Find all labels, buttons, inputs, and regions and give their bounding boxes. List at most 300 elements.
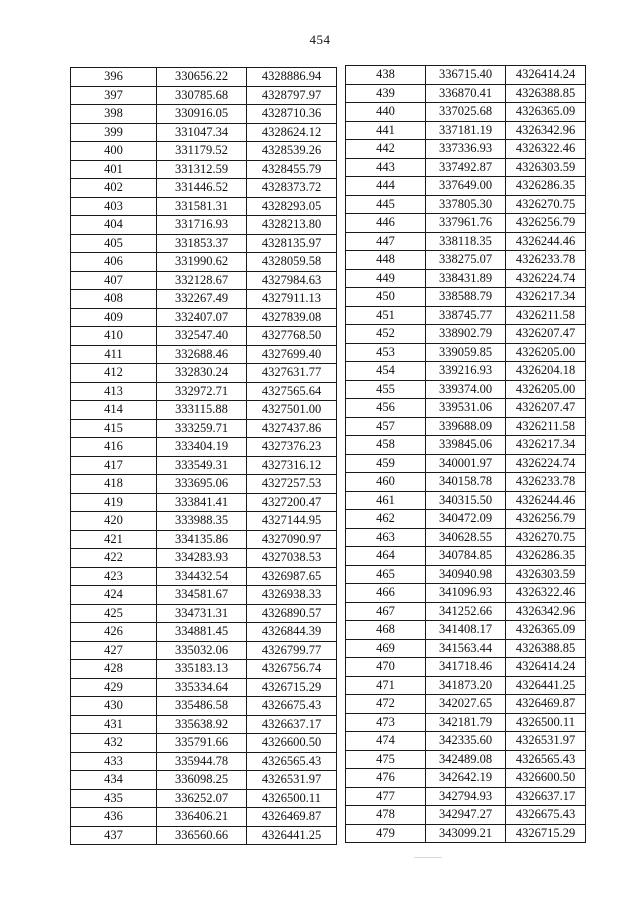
point-number-cell: 404 [71, 216, 157, 235]
y-coordinate-cell: 4327316.12 [247, 456, 337, 475]
point-number-cell: 457 [346, 417, 426, 436]
x-coordinate-cell: 337025.68 [426, 103, 506, 122]
point-number-cell: 458 [346, 436, 426, 455]
x-coordinate-cell: 335486.58 [157, 697, 247, 716]
x-coordinate-cell: 335791.66 [157, 734, 247, 753]
table-row [346, 362, 586, 381]
table-row [71, 604, 337, 623]
table-row [71, 623, 337, 642]
point-number-cell: 407 [71, 271, 157, 290]
table-row [346, 399, 586, 418]
table-row [71, 752, 337, 771]
table-row [71, 253, 337, 272]
point-number-cell: 472 [346, 695, 426, 714]
table-row [71, 364, 337, 383]
x-coordinate-cell: 340001.97 [426, 454, 506, 473]
point-number-cell: 444 [346, 177, 426, 196]
x-coordinate-cell: 332688.46 [157, 345, 247, 364]
table-row [346, 824, 586, 843]
table-row [71, 142, 337, 161]
y-coordinate-cell: 4326211.58 [506, 417, 586, 436]
x-coordinate-cell: 330656.22 [157, 68, 247, 87]
y-coordinate-cell: 4327631.77 [247, 364, 337, 383]
y-coordinate-cell: 4326205.00 [506, 343, 586, 362]
x-coordinate-cell: 342027.65 [426, 695, 506, 714]
y-coordinate-cell: 4327038.53 [247, 549, 337, 568]
table-row [346, 584, 586, 603]
point-number-cell: 452 [346, 325, 426, 344]
y-coordinate-cell: 4327984.63 [247, 271, 337, 290]
table-row [71, 512, 337, 531]
x-coordinate-cell: 335638.92 [157, 715, 247, 734]
point-number-cell: 453 [346, 343, 426, 362]
table-row [346, 713, 586, 732]
point-number-cell: 466 [346, 584, 426, 603]
x-coordinate-cell: 332128.67 [157, 271, 247, 290]
point-number-cell: 431 [71, 715, 157, 734]
x-coordinate-cell: 333259.71 [157, 419, 247, 438]
point-number-cell: 422 [71, 549, 157, 568]
point-number-cell: 438 [346, 66, 426, 85]
y-coordinate-cell: 4326256.79 [506, 214, 586, 233]
y-coordinate-cell: 4326244.46 [506, 491, 586, 510]
point-number-cell: 471 [346, 676, 426, 695]
point-number-cell: 456 [346, 399, 426, 418]
table-row [346, 621, 586, 640]
y-coordinate-cell: 4326205.00 [506, 380, 586, 399]
point-number-cell: 451 [346, 306, 426, 325]
point-number-cell: 473 [346, 713, 426, 732]
x-coordinate-cell: 333695.06 [157, 475, 247, 494]
point-number-cell: 430 [71, 697, 157, 716]
x-coordinate-cell: 342794.93 [426, 787, 506, 806]
x-coordinate-cell: 340940.98 [426, 565, 506, 584]
scan-artifact-line [414, 857, 442, 858]
x-coordinate-cell: 338902.79 [426, 325, 506, 344]
table-row [71, 160, 337, 179]
x-coordinate-cell: 333549.31 [157, 456, 247, 475]
y-coordinate-cell: 4326256.79 [506, 510, 586, 529]
table-row [71, 179, 337, 198]
table-row [346, 547, 586, 566]
point-number-cell: 468 [346, 621, 426, 640]
x-coordinate-cell: 337805.30 [426, 195, 506, 214]
y-coordinate-cell: 4326303.59 [506, 565, 586, 584]
point-number-cell: 435 [71, 789, 157, 808]
y-coordinate-cell: 4326756.74 [247, 660, 337, 679]
x-coordinate-cell: 341408.17 [426, 621, 506, 640]
point-number-cell: 448 [346, 251, 426, 270]
y-coordinate-cell: 4328135.97 [247, 234, 337, 253]
table-row [346, 103, 586, 122]
y-coordinate-cell: 4328293.05 [247, 197, 337, 216]
y-coordinate-cell: 4326441.25 [247, 826, 337, 845]
y-coordinate-cell: 4326388.85 [506, 84, 586, 103]
y-coordinate-cell: 4326211.58 [506, 306, 586, 325]
x-coordinate-cell: 333404.19 [157, 438, 247, 457]
x-coordinate-cell: 337181.19 [426, 121, 506, 140]
y-coordinate-cell: 4327257.53 [247, 475, 337, 494]
point-number-cell: 464 [346, 547, 426, 566]
table-row [71, 327, 337, 346]
y-coordinate-cell: 4326217.34 [506, 436, 586, 455]
x-coordinate-cell: 337649.00 [426, 177, 506, 196]
table-row [71, 715, 337, 734]
y-coordinate-cell: 4327911.13 [247, 290, 337, 309]
y-coordinate-cell: 4326414.24 [506, 66, 586, 85]
y-coordinate-cell: 4326531.97 [247, 771, 337, 790]
x-coordinate-cell: 341563.44 [426, 639, 506, 658]
point-number-cell: 474 [346, 732, 426, 751]
point-number-cell: 416 [71, 438, 157, 457]
table-row [71, 660, 337, 679]
y-coordinate-cell: 4326675.43 [247, 697, 337, 716]
x-coordinate-cell: 342335.60 [426, 732, 506, 751]
y-coordinate-cell: 4327144.95 [247, 512, 337, 531]
table-row [71, 271, 337, 290]
table-row [71, 641, 337, 660]
table-row [71, 567, 337, 586]
point-number-cell: 440 [346, 103, 426, 122]
table-row [71, 308, 337, 327]
y-coordinate-cell: 4326600.50 [247, 734, 337, 753]
x-coordinate-cell: 343099.21 [426, 824, 506, 843]
x-coordinate-cell: 337961.76 [426, 214, 506, 233]
point-number-cell: 420 [71, 512, 157, 531]
y-coordinate-cell: 4328539.26 [247, 142, 337, 161]
point-number-cell: 461 [346, 491, 426, 510]
point-number-cell: 400 [71, 142, 157, 161]
x-coordinate-cell: 337336.93 [426, 140, 506, 159]
y-coordinate-cell: 4326322.46 [506, 140, 586, 159]
x-coordinate-cell: 338118.35 [426, 232, 506, 251]
y-coordinate-cell: 4326675.43 [506, 806, 586, 825]
y-coordinate-cell: 4328710.36 [247, 105, 337, 124]
point-number-cell: 442 [346, 140, 426, 159]
x-coordinate-cell: 341873.20 [426, 676, 506, 695]
x-coordinate-cell: 336715.40 [426, 66, 506, 85]
point-number-cell: 403 [71, 197, 157, 216]
point-number-cell: 408 [71, 290, 157, 309]
point-number-cell: 478 [346, 806, 426, 825]
x-coordinate-cell: 341252.66 [426, 602, 506, 621]
x-coordinate-cell: 330916.05 [157, 105, 247, 124]
y-coordinate-cell: 4327200.47 [247, 493, 337, 512]
y-coordinate-cell: 4327376.23 [247, 438, 337, 457]
x-coordinate-cell: 333988.35 [157, 512, 247, 531]
x-coordinate-cell: 332547.40 [157, 327, 247, 346]
point-number-cell: 450 [346, 288, 426, 307]
point-number-cell: 463 [346, 528, 426, 547]
x-coordinate-cell: 332407.07 [157, 308, 247, 327]
table-row [71, 105, 337, 124]
coordinate-table-right [345, 65, 586, 843]
table-row [71, 826, 337, 845]
y-coordinate-cell: 4326890.57 [247, 604, 337, 623]
x-coordinate-cell: 332830.24 [157, 364, 247, 383]
point-number-cell: 433 [71, 752, 157, 771]
point-number-cell: 419 [71, 493, 157, 512]
point-number-cell: 396 [71, 68, 157, 87]
point-number-cell: 459 [346, 454, 426, 473]
x-coordinate-cell: 339531.06 [426, 399, 506, 418]
y-coordinate-cell: 4327090.97 [247, 530, 337, 549]
table-row [346, 732, 586, 751]
point-number-cell: 467 [346, 602, 426, 621]
table-row [71, 68, 337, 87]
table-row [346, 417, 586, 436]
x-coordinate-cell: 336870.41 [426, 84, 506, 103]
table-row [71, 197, 337, 216]
table-row [346, 750, 586, 769]
point-number-cell: 475 [346, 750, 426, 769]
y-coordinate-cell: 4326342.96 [506, 121, 586, 140]
y-coordinate-cell: 4326244.46 [506, 232, 586, 251]
table-row [346, 84, 586, 103]
y-coordinate-cell: 4327768.50 [247, 327, 337, 346]
table-row [71, 493, 337, 512]
y-coordinate-cell: 4327699.40 [247, 345, 337, 364]
table-row [346, 66, 586, 85]
table-row [346, 769, 586, 788]
y-coordinate-cell: 4327839.08 [247, 308, 337, 327]
table-row [346, 214, 586, 233]
x-coordinate-cell: 335183.13 [157, 660, 247, 679]
x-coordinate-cell: 339688.09 [426, 417, 506, 436]
point-number-cell: 445 [346, 195, 426, 214]
y-coordinate-cell: 4326233.78 [506, 251, 586, 270]
y-coordinate-cell: 4326233.78 [506, 473, 586, 492]
point-number-cell: 410 [71, 327, 157, 346]
y-coordinate-cell: 4326987.65 [247, 567, 337, 586]
y-coordinate-cell: 4326286.35 [506, 177, 586, 196]
table-row [346, 602, 586, 621]
table-row [71, 678, 337, 697]
y-coordinate-cell: 4326224.74 [506, 269, 586, 288]
x-coordinate-cell: 342489.08 [426, 750, 506, 769]
point-number-cell: 415 [71, 419, 157, 438]
y-coordinate-cell: 4326207.47 [506, 399, 586, 418]
table-row [71, 123, 337, 142]
table-row [71, 216, 337, 235]
x-coordinate-cell: 334135.86 [157, 530, 247, 549]
x-coordinate-cell: 331581.31 [157, 197, 247, 216]
table-row [346, 658, 586, 677]
table-row [346, 121, 586, 140]
x-coordinate-cell: 334881.45 [157, 623, 247, 642]
y-coordinate-cell: 4326715.29 [506, 824, 586, 843]
table-row [71, 771, 337, 790]
table-row [71, 789, 337, 808]
table-row [346, 140, 586, 159]
y-coordinate-cell: 4328886.94 [247, 68, 337, 87]
y-coordinate-cell: 4326270.75 [506, 195, 586, 214]
x-coordinate-cell: 338745.77 [426, 306, 506, 325]
x-coordinate-cell: 331047.34 [157, 123, 247, 142]
x-coordinate-cell: 340628.55 [426, 528, 506, 547]
table-row [346, 195, 586, 214]
point-number-cell: 406 [71, 253, 157, 272]
x-coordinate-cell: 331990.62 [157, 253, 247, 272]
table-row [346, 177, 586, 196]
coordinate-table-left [70, 67, 337, 845]
y-coordinate-cell: 4326365.09 [506, 621, 586, 640]
x-coordinate-cell: 331716.93 [157, 216, 247, 235]
x-coordinate-cell: 333115.88 [157, 401, 247, 420]
point-number-cell: 436 [71, 808, 157, 827]
table-row [71, 549, 337, 568]
table-row [346, 528, 586, 547]
table-row [346, 676, 586, 695]
point-number-cell: 425 [71, 604, 157, 623]
table-row [346, 473, 586, 492]
y-coordinate-cell: 4327437.86 [247, 419, 337, 438]
y-coordinate-cell: 4326207.47 [506, 325, 586, 344]
table-row [71, 808, 337, 827]
point-number-cell: 399 [71, 123, 157, 142]
x-coordinate-cell: 332972.71 [157, 382, 247, 401]
x-coordinate-cell: 334432.54 [157, 567, 247, 586]
x-coordinate-cell: 341718.46 [426, 658, 506, 677]
y-coordinate-cell: 4328624.12 [247, 123, 337, 142]
x-coordinate-cell: 342181.79 [426, 713, 506, 732]
y-coordinate-cell: 4326844.39 [247, 623, 337, 642]
y-coordinate-cell: 4326322.46 [506, 584, 586, 603]
point-number-cell: 414 [71, 401, 157, 420]
x-coordinate-cell: 334731.31 [157, 604, 247, 623]
point-number-cell: 421 [71, 530, 157, 549]
point-number-cell: 397 [71, 86, 157, 105]
point-number-cell: 437 [71, 826, 157, 845]
point-number-cell: 402 [71, 179, 157, 198]
table-row [71, 475, 337, 494]
point-number-cell: 476 [346, 769, 426, 788]
x-coordinate-cell: 331312.59 [157, 160, 247, 179]
y-coordinate-cell: 4326799.77 [247, 641, 337, 660]
y-coordinate-cell: 4326224.74 [506, 454, 586, 473]
x-coordinate-cell: 335944.78 [157, 752, 247, 771]
point-number-cell: 469 [346, 639, 426, 658]
y-coordinate-cell: 4326500.11 [506, 713, 586, 732]
y-coordinate-cell: 4326469.87 [506, 695, 586, 714]
point-number-cell: 412 [71, 364, 157, 383]
y-coordinate-cell: 4328059.58 [247, 253, 337, 272]
x-coordinate-cell: 337492.87 [426, 158, 506, 177]
page-number: 454 [309, 32, 331, 47]
point-number-cell: 429 [71, 678, 157, 697]
y-coordinate-cell: 4326217.34 [506, 288, 586, 307]
x-coordinate-cell: 338431.89 [426, 269, 506, 288]
table-row [71, 290, 337, 309]
point-number-cell: 443 [346, 158, 426, 177]
y-coordinate-cell: 4327501.00 [247, 401, 337, 420]
table-row [71, 345, 337, 364]
y-coordinate-cell: 4328797.97 [247, 86, 337, 105]
y-coordinate-cell: 4326715.29 [247, 678, 337, 697]
table-row [346, 491, 586, 510]
y-coordinate-cell: 4326286.35 [506, 547, 586, 566]
y-coordinate-cell: 4328373.72 [247, 179, 337, 198]
x-coordinate-cell: 339059.85 [426, 343, 506, 362]
point-number-cell: 449 [346, 269, 426, 288]
table-row [346, 158, 586, 177]
table-row [71, 401, 337, 420]
x-coordinate-cell: 331446.52 [157, 179, 247, 198]
table-row [71, 419, 337, 438]
table-row [346, 639, 586, 658]
point-number-cell: 454 [346, 362, 426, 381]
table-row [346, 251, 586, 270]
point-number-cell: 432 [71, 734, 157, 753]
table-row [71, 456, 337, 475]
x-coordinate-cell: 342642.19 [426, 769, 506, 788]
x-coordinate-cell: 334283.93 [157, 549, 247, 568]
point-number-cell: 447 [346, 232, 426, 251]
x-coordinate-cell: 339845.06 [426, 436, 506, 455]
point-number-cell: 439 [346, 84, 426, 103]
x-coordinate-cell: 339374.00 [426, 380, 506, 399]
y-coordinate-cell: 4326388.85 [506, 639, 586, 658]
x-coordinate-cell: 342947.27 [426, 806, 506, 825]
x-coordinate-cell: 331853.37 [157, 234, 247, 253]
point-number-cell: 470 [346, 658, 426, 677]
y-coordinate-cell: 4326531.97 [506, 732, 586, 751]
point-number-cell: 477 [346, 787, 426, 806]
table-row [71, 86, 337, 105]
table-row [346, 380, 586, 399]
point-number-cell: 479 [346, 824, 426, 843]
table-row [71, 234, 337, 253]
x-coordinate-cell: 336252.07 [157, 789, 247, 808]
table-row [346, 565, 586, 584]
point-number-cell: 417 [71, 456, 157, 475]
y-coordinate-cell: 4326365.09 [506, 103, 586, 122]
x-coordinate-cell: 333841.41 [157, 493, 247, 512]
x-coordinate-cell: 338275.07 [426, 251, 506, 270]
table-row [346, 695, 586, 714]
table-row [346, 343, 586, 362]
point-number-cell: 465 [346, 565, 426, 584]
x-coordinate-cell: 338588.79 [426, 288, 506, 307]
y-coordinate-cell: 4326204.18 [506, 362, 586, 381]
x-coordinate-cell: 330785.68 [157, 86, 247, 105]
point-number-cell: 446 [346, 214, 426, 233]
x-coordinate-cell: 335032.06 [157, 641, 247, 660]
y-coordinate-cell: 4326469.87 [247, 808, 337, 827]
y-coordinate-cell: 4328455.79 [247, 160, 337, 179]
point-number-cell: 401 [71, 160, 157, 179]
point-number-cell: 460 [346, 473, 426, 492]
table-row [346, 288, 586, 307]
x-coordinate-cell: 340315.50 [426, 491, 506, 510]
table-row [346, 806, 586, 825]
x-coordinate-cell: 336406.21 [157, 808, 247, 827]
y-coordinate-cell: 4326938.33 [247, 586, 337, 605]
y-coordinate-cell: 4326414.24 [506, 658, 586, 677]
table-row [346, 436, 586, 455]
x-coordinate-cell: 336560.66 [157, 826, 247, 845]
x-coordinate-cell: 339216.93 [426, 362, 506, 381]
table-row [71, 382, 337, 401]
y-coordinate-cell: 4326600.50 [506, 769, 586, 788]
table-row [346, 454, 586, 473]
point-number-cell: 455 [346, 380, 426, 399]
point-number-cell: 426 [71, 623, 157, 642]
table-row [71, 697, 337, 716]
table-row [346, 269, 586, 288]
point-number-cell: 418 [71, 475, 157, 494]
point-number-cell: 405 [71, 234, 157, 253]
